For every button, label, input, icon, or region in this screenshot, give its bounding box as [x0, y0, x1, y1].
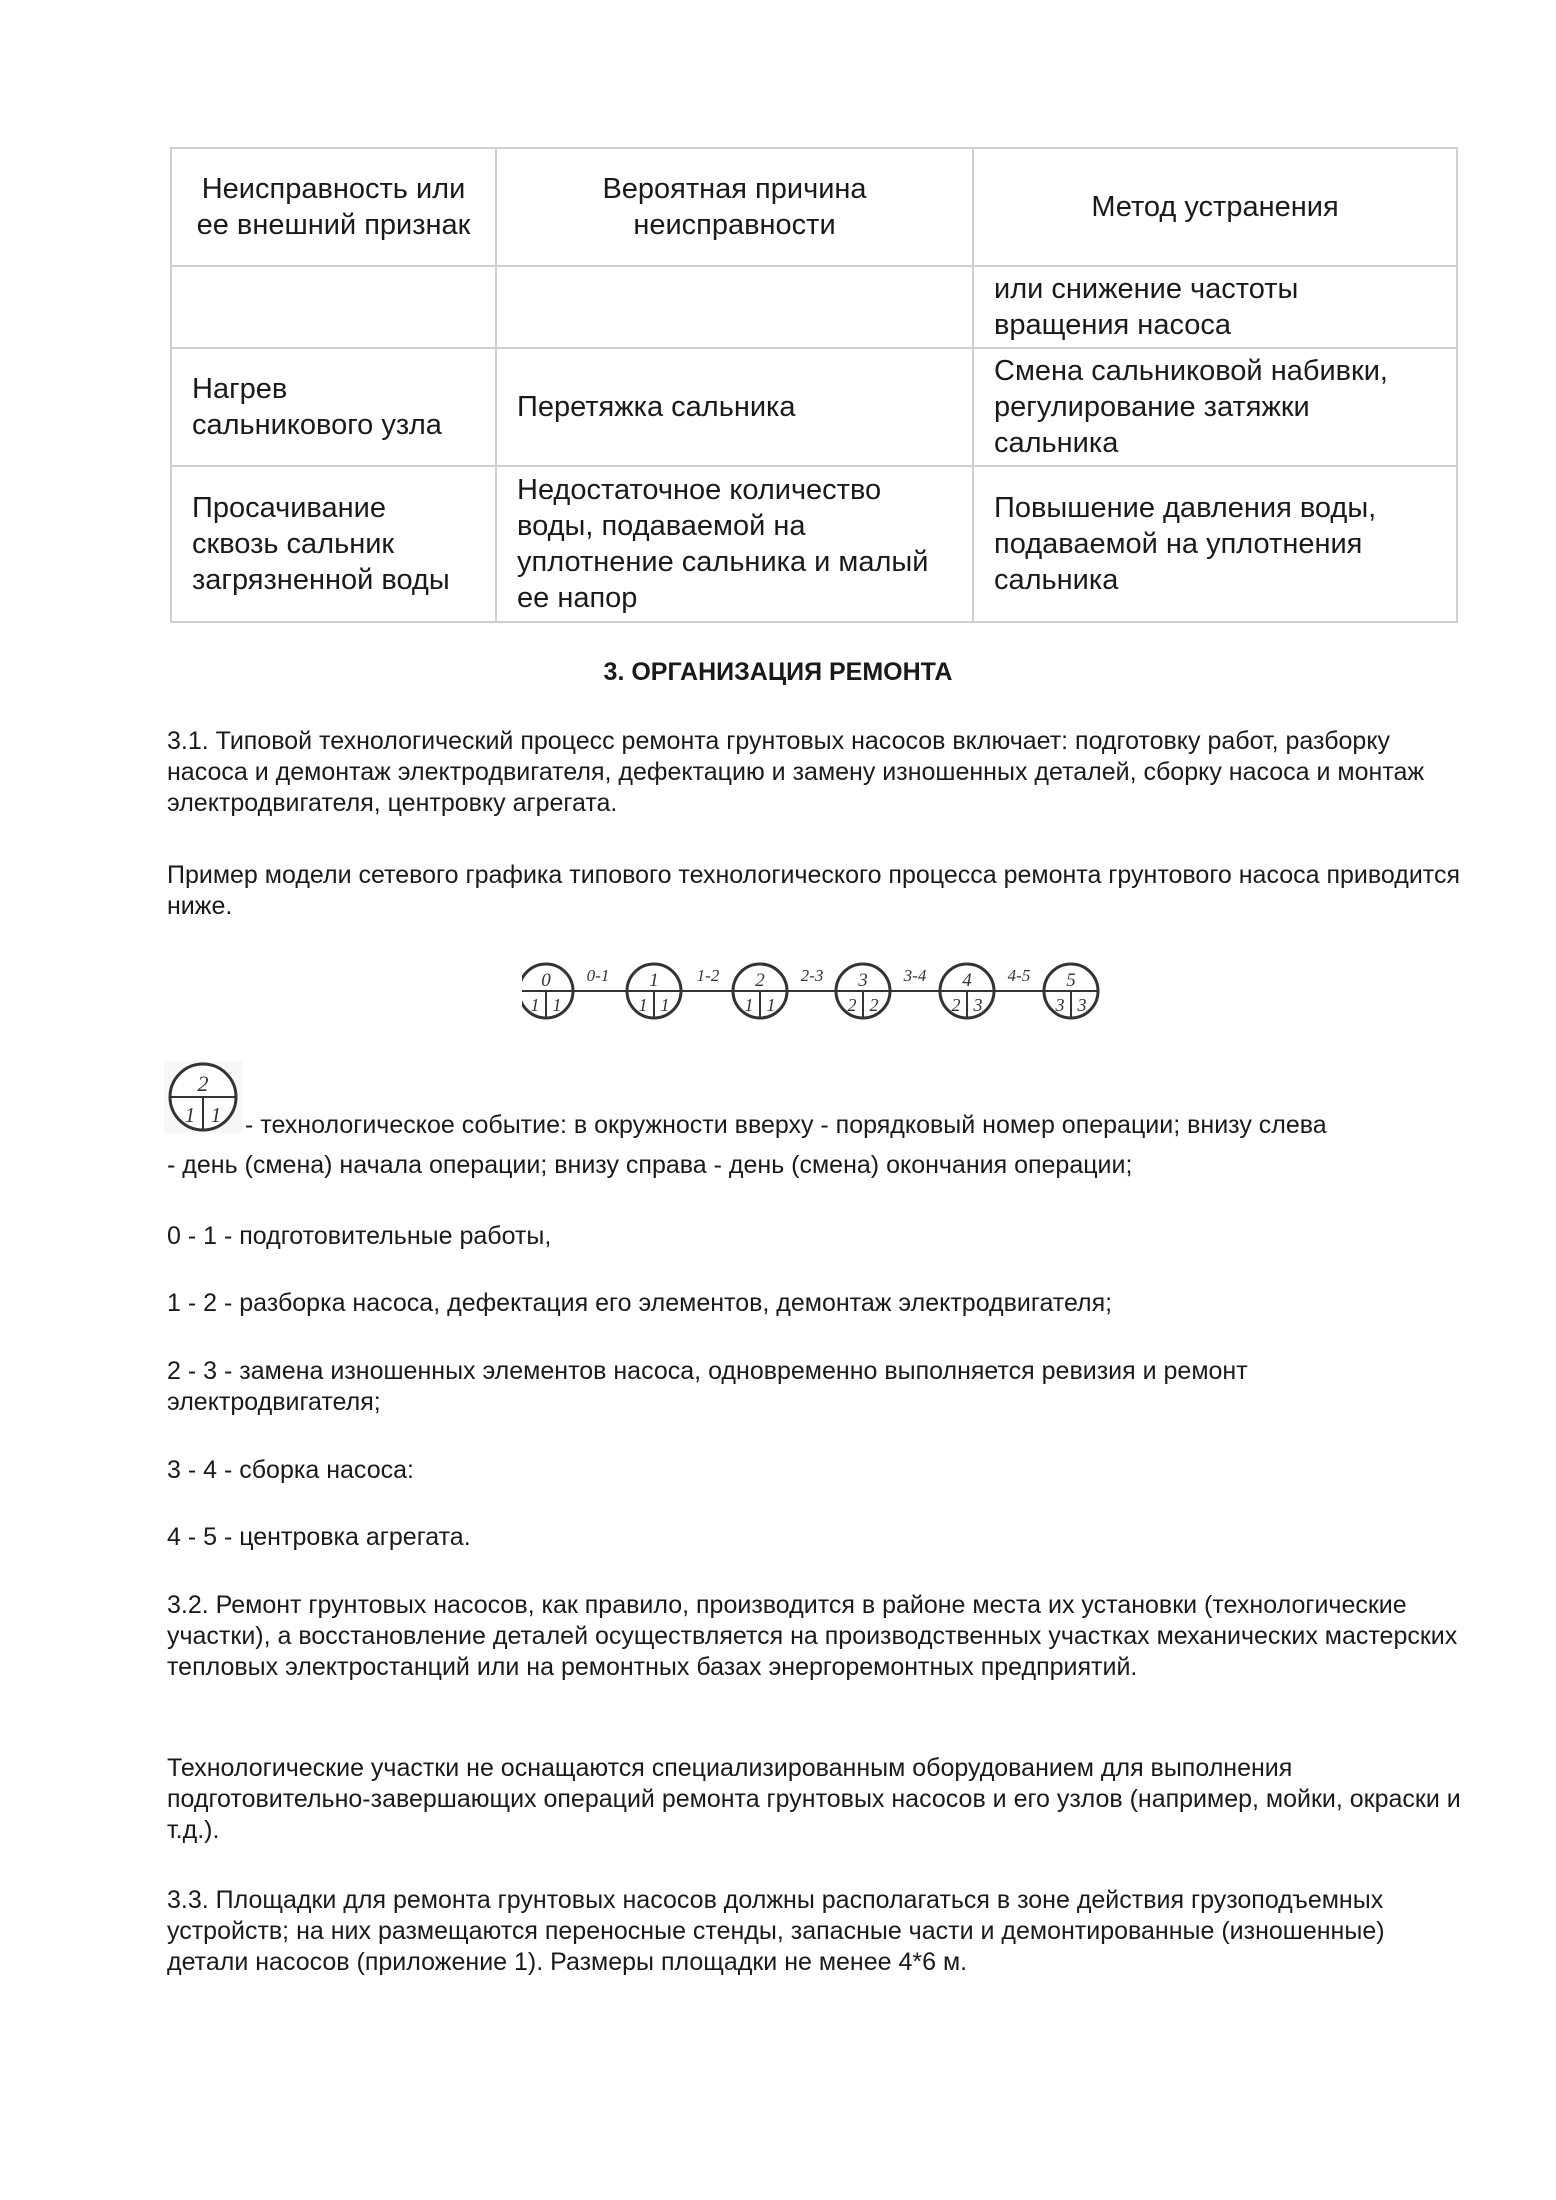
legend-text-line-2: - день (смена) начала операции; внизу справа - день (смена) окончания операции;	[167, 1151, 1133, 1179]
table-cell	[496, 266, 973, 348]
table-cell: Нагрев сальникового узла	[171, 348, 496, 466]
arrow-label: 3-4	[903, 966, 927, 985]
event-symbol-icon	[164, 1061, 242, 1133]
paragraph-tech-sites: Технологические участки не оснащаются специализированным оборудованием для выполнения подготовительно-завершающих операций ремонта грунтовых насосов и его узлов (например, мойки, окраски и т.д.).	[167, 1754, 1461, 1844]
event-start-day: 2	[951, 995, 961, 1015]
event-end-day: 1	[766, 995, 776, 1015]
event-start-day: 3	[1055, 995, 1065, 1015]
arrow-label: 0-1	[586, 966, 610, 985]
event-start-day: 1	[530, 995, 540, 1015]
event-end-day: 1	[210, 1103, 222, 1127]
network-event-4	[940, 964, 994, 1018]
event-number: 1	[649, 970, 659, 991]
header-cause: Вероятная причина неисправности	[496, 148, 973, 266]
event-number: 4	[962, 970, 972, 991]
table-cell: Повышение давления воды, подаваемой на уплотнения сальника	[973, 466, 1457, 622]
event-number: 5	[1066, 970, 1076, 991]
section-title: 3. ОРГАНИЗАЦИЯ РЕМОНТА	[603, 658, 953, 686]
network-event-2	[733, 964, 787, 1018]
operation-2-3: 2 - 3 - замена изношенных элементов насоса, одновременно выполняется ревизия и ремонт электродвигателя;	[167, 1357, 1248, 1416]
table-header-row	[171, 148, 1457, 266]
arrow-label: 4-5	[1007, 966, 1031, 985]
table-row	[171, 348, 1457, 466]
operation-3-4: 3 - 4 - сборка насоса:	[167, 1456, 414, 1484]
event-number: 2	[197, 1071, 209, 1096]
network-event-0	[522, 964, 573, 1018]
header-fault: Неисправность или ее внешний признак	[171, 148, 496, 266]
event-end-day: 3	[1077, 995, 1087, 1015]
arrow-label: 1-2	[696, 966, 720, 985]
event-number: 0	[541, 970, 551, 991]
operation-4-5: 4 - 5 - центровка агрегата.	[167, 1523, 471, 1551]
event-start-day: 2	[847, 995, 857, 1015]
table-cell: или снижение частоты вращения насоса	[973, 266, 1457, 348]
paragraph-3-1: 3.1. Типовой технологический процесс ремонта грунтовых насосов включает: подготовку работ, разборку насоса и демонтаж электродвигателя, дефектацию и замену изношенных деталей, сборку насоса и монтаж электродвигателя, центровку агрегата.	[167, 727, 1425, 817]
operation-0-1: 0 - 1 - подготовительные работы,	[167, 1222, 552, 1250]
paragraph-example: Пример модели сетевого графика типового технологического процесса ремонта грунтового насоса приводится ниже.	[167, 861, 1461, 920]
table-row	[171, 266, 1457, 348]
table-cell: Смена сальниковой набивки, регулирование затяжки сальника	[973, 348, 1457, 466]
network-event-5	[1044, 964, 1098, 1018]
table-cell	[171, 266, 496, 348]
table-row	[171, 466, 1457, 622]
network-diagram	[522, 955, 1102, 1035]
event-end-day: 2	[869, 995, 879, 1015]
table-cell: Просачивание сквозь сальник загрязненной воды	[171, 466, 496, 622]
table-cell: Перетяжка сальника	[496, 348, 973, 466]
event-number: 2	[755, 970, 765, 991]
operation-1-2: 1 - 2 - разборка насоса, дефектация его элементов, демонтаж электродвигателя;	[167, 1289, 1113, 1317]
event-number: 3	[858, 970, 868, 991]
header-method: Метод устранения	[973, 148, 1457, 266]
network-event-3	[836, 964, 890, 1018]
event-end-day: 1	[660, 995, 670, 1015]
legend-text-line-1: - технологическое событие: в окружности вверху - порядковый номер операции; внизу слева	[245, 1111, 1327, 1139]
arrow-label: 2-3	[800, 966, 824, 985]
event-end-day: 1	[552, 995, 562, 1015]
fault-table	[170, 147, 1458, 623]
paragraph-3-3: 3.3. Площадки для ремонта грунтовых насосов должны располагаться в зоне действия грузоподъемных устройств; на них размещаются переносные стенды, запасные части и демонтированные (изношенные) детали насосов (приложение 1). Размеры площадки не менее 4*6 м.	[167, 1886, 1385, 1976]
table-cell: Недостаточное количество воды, подаваемой на уплотнение сальника и малый ее напор	[496, 466, 973, 622]
network-event-1	[627, 964, 681, 1018]
event-start-day: 1	[184, 1103, 196, 1127]
paragraph-3-2: 3.2. Ремонт грунтовых насосов, как правило, производится в районе места их установки (технологические участки), а восстановление деталей осуществляется на производственных участках механических мастерских тепловых электростанций или на ремонтных базах энергоремонтных предприятий.	[167, 1591, 1458, 1681]
event-start-day: 1	[638, 995, 648, 1015]
event-start-day: 1	[744, 995, 754, 1015]
event-end-day: 3	[973, 995, 983, 1015]
